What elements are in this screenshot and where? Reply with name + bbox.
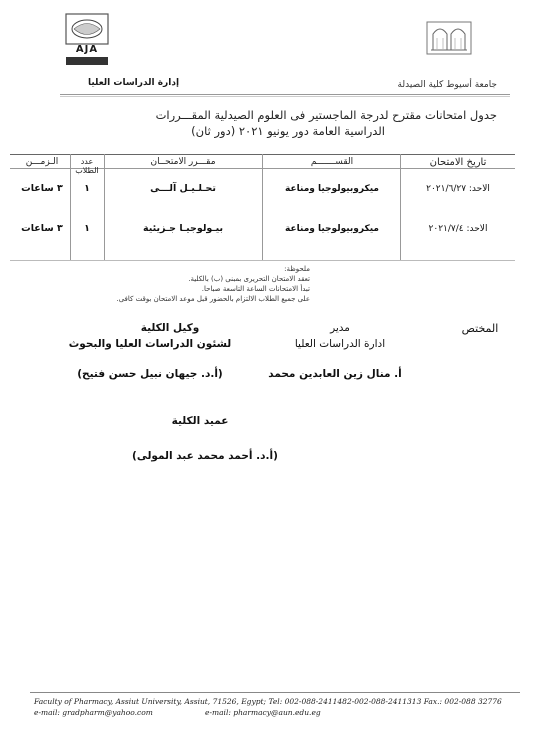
table-cell-department: ميكروبيولوجيا ومناعة — [285, 224, 379, 234]
table-header-date: تاريخ الامتحان — [429, 157, 487, 168]
table-header-course: مقـــرر الامتحــان — [150, 157, 216, 167]
signature-dean-title: عميد الكلية — [171, 415, 229, 427]
signature-vice-dean-department: لشئون الدراسات العليا والبحوث — [68, 338, 232, 350]
footer-divider — [30, 692, 520, 693]
table-cell-students: ١ — [84, 223, 90, 234]
table-cell-date: الاحد: ٢٠٢١/٧/٤ — [428, 224, 488, 234]
table-header-department: القســـــــم — [310, 157, 354, 167]
note-item: تعقد الامتحان التحريرى بمبنى (ب) بالكلية. — [188, 275, 310, 283]
signature-director-title: مدير — [330, 322, 350, 334]
table-cell-department: ميكروبيولوجيا ومناعة — [285, 184, 379, 194]
table-column-divider — [262, 154, 263, 260]
table-bottom-border — [10, 260, 515, 261]
table-cell-course: تحـلـيـل آلـــى — [150, 183, 216, 194]
header-divider-secondary — [60, 96, 510, 97]
header-divider — [60, 94, 510, 95]
footer-email-faculty: e-mail: pharmacy@aun.edu.eg — [205, 708, 321, 717]
university-logo — [425, 20, 473, 56]
note-item: تبدأ الامتحانات الساعة التاسعة صباحا. — [201, 285, 310, 293]
table-cell-duration: ٣ ساعات — [21, 183, 63, 194]
signature-dean-name: (أ.د. أحمد محمد عبد المولى) — [132, 450, 278, 462]
document-title-line1: جدول امتحانات مقترح لدرجة الماجستير فى العلوم الصيدلية المقـــررات — [155, 108, 497, 122]
table-cell-date: الاحد: ٢٠٢١/٦/٢٧ — [426, 184, 490, 194]
footer-email-graduate: e-mail: gradpharm@yahoo.com — [34, 708, 153, 717]
signature-vice-dean-title: وكيل الكلية — [140, 322, 200, 334]
table-cell-duration: ٣ ساعات — [21, 223, 63, 234]
note-item: على جميع الطلاب الالتزام بالحضور قبل موعد الامتحان بوقت كافى. — [116, 295, 310, 303]
table-column-divider — [400, 154, 401, 260]
table-cell-students: ١ — [84, 183, 90, 194]
table-cell-course: بيـولوجيـا جـزيئية — [142, 223, 224, 234]
table-header-duration: الـزمـــن — [25, 157, 59, 167]
table-header-students: عدد الطلاب — [75, 157, 99, 175]
footer-address: Faculty of Pharmacy, Assiut University, Assiut, 71526, Egypt; Tel: 002-088-2411482-002-088-2411313 Fax.: 002-088 32776 — [34, 697, 502, 706]
header-left-text: إدارة الدراسات العليا — [88, 78, 180, 88]
signature-specialist: المختص — [461, 322, 499, 335]
signature-director-name: أ. منال زين العابدين محمد — [268, 368, 402, 380]
header-right-text: جامعة أسيوط كلية الصيدلة — [397, 80, 497, 90]
aja-logo — [62, 12, 112, 70]
signature-director-department: ادارة الدراسات العليا — [294, 338, 386, 350]
document-title-line2: الدراسية العامة دور يونيو ٢٠٢١ (دور ثان) — [191, 124, 385, 138]
signature-vice-dean-name: (أ.د. جيهان نبيل حسن فتيح) — [77, 368, 223, 380]
table-column-divider — [104, 154, 105, 260]
notes-heading: ملحوظة: — [284, 265, 310, 273]
aja-logo-text: AJA — [75, 44, 99, 55]
